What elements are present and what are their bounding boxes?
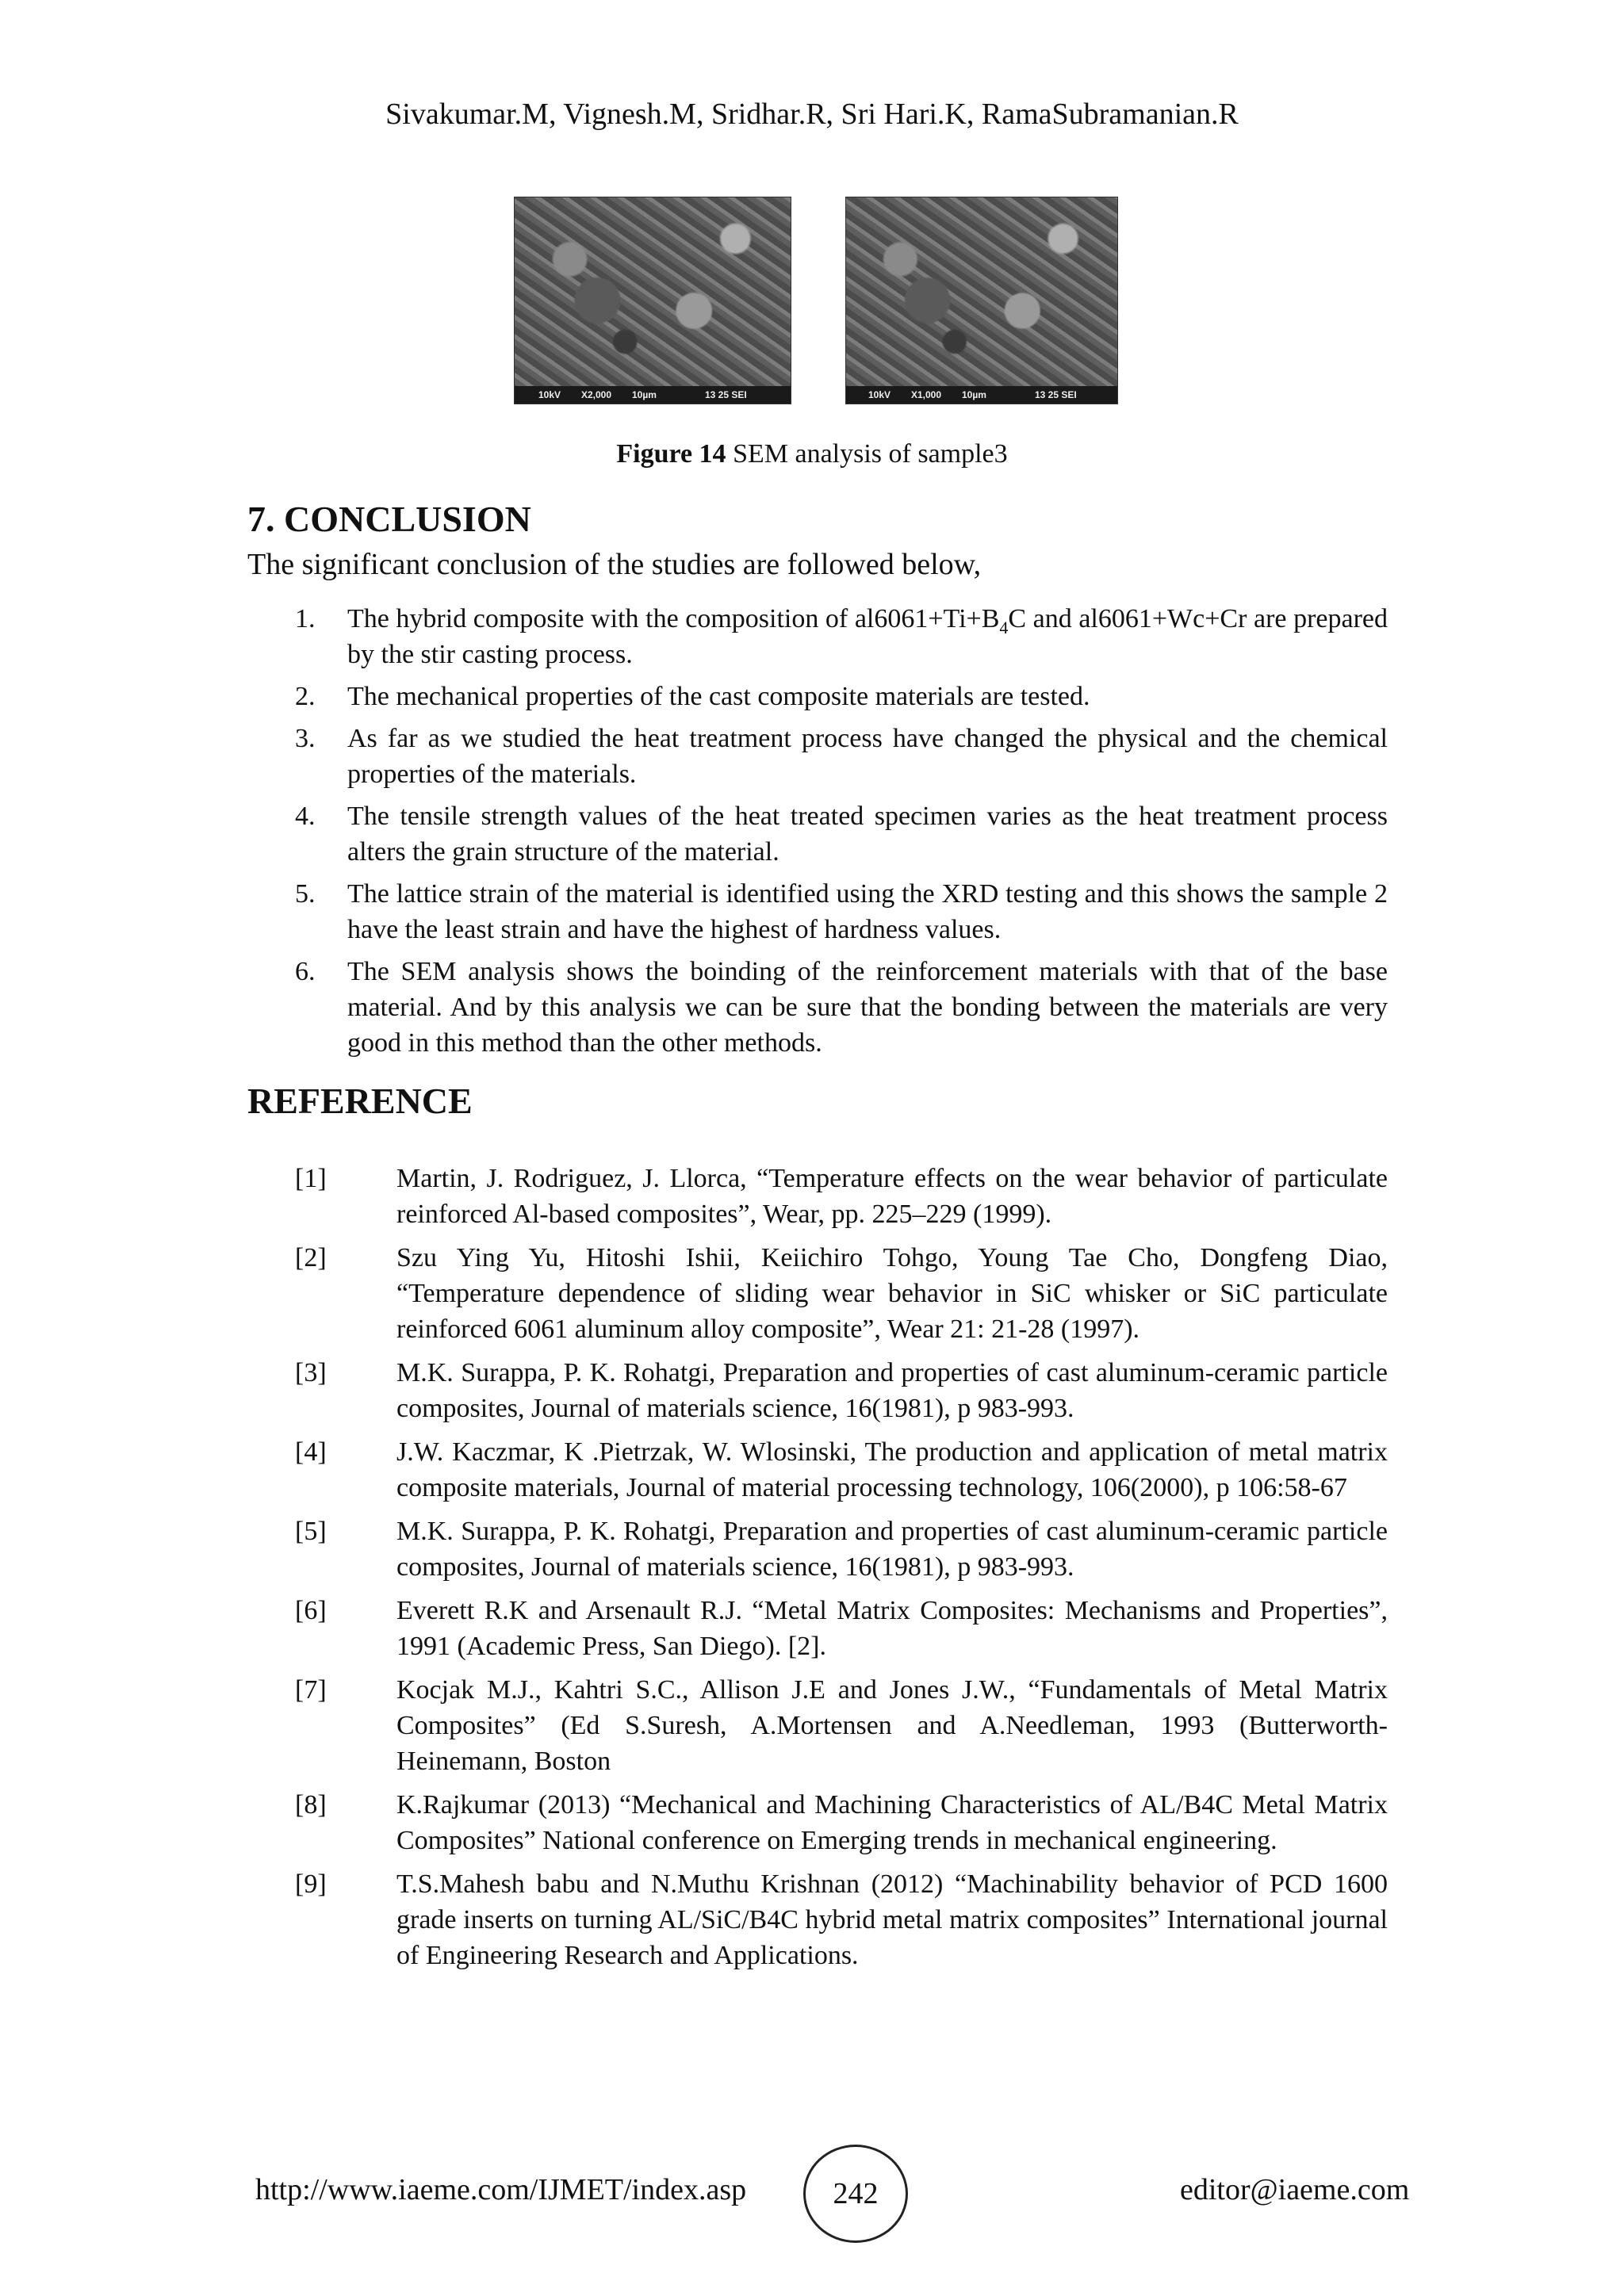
figure-caption bbox=[0, 439, 1624, 469]
sem-image-left bbox=[514, 197, 791, 404]
list-item-text-a: The hybrid composite with the composition of al6061+Ti+B bbox=[347, 604, 1000, 633]
reference-number: [5] bbox=[295, 1517, 327, 1546]
figure-caption-label: Figure 14 bbox=[616, 439, 726, 469]
reference-item bbox=[295, 1672, 1388, 1779]
list-item-number: 6. bbox=[295, 957, 316, 986]
page-number-badge: 242 bbox=[803, 2145, 908, 2243]
reference-number: [8] bbox=[295, 1790, 327, 1820]
list-item bbox=[295, 876, 1388, 947]
sem-info-bar-right bbox=[846, 386, 1117, 404]
list-item-text: The tensile strength values of the heat treated specimen varies as the heat treatment process alters the grain structure of the material. bbox=[347, 802, 1388, 867]
reference-number: [4] bbox=[295, 1437, 327, 1467]
reference-item bbox=[295, 1513, 1388, 1585]
list-item-text: As far as we studied the heat treatment process have changed the physical and the chemical properties of the materials. bbox=[347, 724, 1388, 789]
reference-text: M.K. Surappa, P. K. Rohatgi, Preparation and properties of cast aluminum-ceramic particle composites, Journal of materials science, 16(1981), p 983-993. bbox=[396, 1358, 1388, 1423]
sem-magnification: X2,000 bbox=[581, 389, 612, 400]
list-item-number: 2. bbox=[295, 682, 316, 711]
reference-number: [6] bbox=[295, 1596, 327, 1625]
reference-item bbox=[295, 1161, 1388, 1232]
figure-caption-text: SEM analysis of sample3 bbox=[726, 439, 1008, 469]
list-item-number: 4. bbox=[295, 802, 316, 831]
subscript: 4 bbox=[999, 617, 1009, 637]
sem-info-bar-left bbox=[515, 386, 791, 404]
conclusion-intro: The significant conclusion of the studies are followed below, bbox=[247, 548, 982, 581]
reference-item bbox=[295, 1355, 1388, 1426]
reference-text: K.Rajkumar (2013) “Mechanical and Machining Characteristics of AL/B4C Metal Matrix Composites” National conference on Emerging trends in mechanical engineering. bbox=[396, 1790, 1388, 1855]
reference-item bbox=[295, 1593, 1388, 1664]
figure-14 bbox=[514, 197, 1116, 406]
reference-text: Kocjak M.J., Kahtri S.C., Allison J.E and Jones J.W., “Fundamentals of Metal Matrix Composites” (Ed S.Suresh, A.Mortensen and A.Needleman, 1993 (Butterworth- Heinemann, Boston bbox=[396, 1675, 1388, 1776]
reference-item bbox=[295, 1787, 1388, 1858]
conclusion-heading: 7. CONCLUSION bbox=[247, 499, 531, 539]
reference-item bbox=[295, 1866, 1388, 1973]
conclusion-list bbox=[295, 601, 1388, 1067]
list-item-text: The mechanical properties of the cast composite materials are tested. bbox=[347, 682, 1090, 711]
reference-text: Szu Ying Yu, Hitoshi Ishii, Keiichiro Tohgo, Young Tae Cho, Dongfeng Diao, “Temperature dependence of sliding wear behavior in SiC whisker or SiC particulate reinforced 6061 aluminum alloy composite”, Wear 21: 21-28 (1997). bbox=[396, 1243, 1388, 1344]
references-list bbox=[295, 1161, 1388, 1981]
reference-text: Martin, J. Rodriguez, J. Llorca, “Temperature effects on the wear behavior of particulate reinforced Al-based composites”, Wear, pp. 225–229 (1999). bbox=[396, 1164, 1388, 1229]
references-heading: REFERENCE bbox=[247, 1081, 473, 1121]
reference-number: [7] bbox=[295, 1675, 327, 1705]
list-item-number: 5. bbox=[295, 879, 316, 909]
list-item bbox=[295, 679, 1388, 714]
reference-text: Everett R.K and Arsenault R.J. “Metal Matrix Composites: Mechanisms and Properties”, 1991 (Academic Press, San Diego). [2]. bbox=[396, 1596, 1388, 1661]
sem-detector: 13 25 SEI bbox=[1035, 389, 1077, 400]
list-item bbox=[295, 798, 1388, 870]
footer-email-link[interactable]: editor@iaeme.com bbox=[1180, 2173, 1410, 2206]
reference-number: [1] bbox=[295, 1164, 327, 1193]
list-item-text-b: C and al6061+Wc+Cr are prepared by the stir casting process. bbox=[347, 604, 1388, 669]
list-item-number: 1. bbox=[295, 604, 316, 633]
reference-item bbox=[295, 1434, 1388, 1506]
sem-detector: 13 25 SEI bbox=[705, 389, 747, 400]
running-header-authors: Sivakumar.M, Vignesh.M, Sridhar.R, Sri Hari.K, RamaSubramanian.R bbox=[385, 98, 1239, 131]
reference-text: J.W. Kaczmar, K .Pietrzak, W. Wlosinski, The production and application of metal matrix composite materials, Journal of material processing technology, 106(2000), p 106:58-67 bbox=[396, 1437, 1388, 1502]
reference-text: M.K. Surappa, P. K. Rohatgi, Preparation and properties of cast aluminum-ceramic particle composites, Journal of materials science, 16(1981), p 983-993. bbox=[396, 1517, 1388, 1582]
sem-magnification: X1,000 bbox=[911, 389, 942, 400]
reference-item bbox=[295, 1240, 1388, 1347]
reference-number: [9] bbox=[295, 1869, 327, 1899]
sem-voltage: 10kV bbox=[538, 389, 561, 400]
list-item-number: 3. bbox=[295, 724, 316, 753]
sem-scale-label: 10µm bbox=[632, 389, 657, 400]
list-item-text: The SEM analysis shows the boinding of the reinforcement materials with that of the base material. And by this analysis we can be sure that the bonding between the materials are very good in this method than the other methods. bbox=[347, 957, 1388, 1058]
sem-scale-label: 10µm bbox=[962, 389, 986, 400]
reference-number: [3] bbox=[295, 1358, 327, 1387]
sem-image-right bbox=[845, 197, 1118, 404]
sem-voltage: 10kV bbox=[868, 389, 891, 400]
reference-number: [2] bbox=[295, 1243, 327, 1272]
list-item-text: The lattice strain of the material is identified using the XRD testing and this shows the sample 2 have the least strain and have the highest of hardness values. bbox=[347, 879, 1388, 944]
list-item bbox=[295, 721, 1388, 792]
footer-url-link[interactable]: http://www.iaeme.com/IJMET/index.asp bbox=[255, 2173, 747, 2206]
list-item bbox=[295, 601, 1388, 672]
reference-text: T.S.Mahesh babu and N.Muthu Krishnan (2012) “Machinability behavior of PCD 1600 grade inserts on turning AL/SiC/B4C hybrid metal matrix composites” International journal of Engineering Research and Applications. bbox=[396, 1869, 1388, 1970]
list-item bbox=[295, 954, 1388, 1061]
